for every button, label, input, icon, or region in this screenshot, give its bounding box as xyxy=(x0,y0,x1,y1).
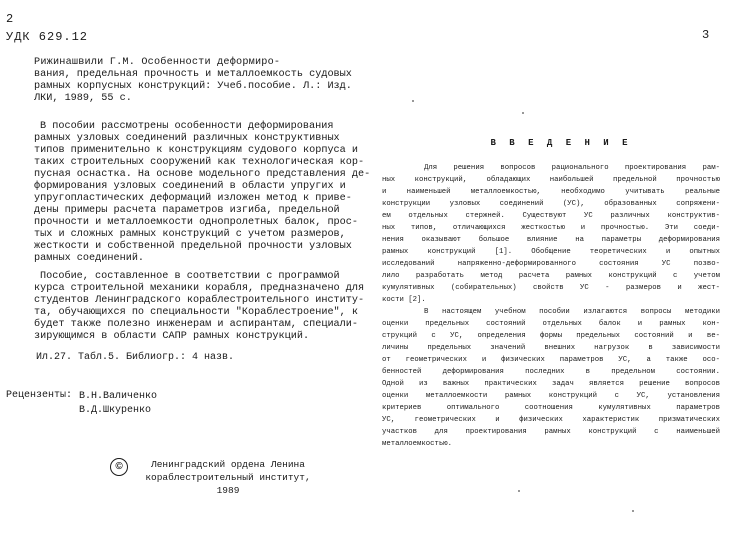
reviewers-list xyxy=(79,390,157,418)
intro-line: бенностей деформирования последних в предельном состоянии. xyxy=(382,368,720,376)
intro-line: исследований напряженно-деформированного состояния УС позво- xyxy=(382,260,720,268)
illustrations-count: Ил.27. Табл.5. Библиогр.: 4 назв. xyxy=(36,352,235,363)
reviewer-name: В.Н.Валиченко xyxy=(79,391,158,402)
scan-speck xyxy=(632,510,634,512)
intro-line: ных типов, отличающихся жесткостью и прочностью. Эти соеди- xyxy=(382,224,720,232)
annotation-paragraph-2 xyxy=(34,271,365,343)
scan-speck xyxy=(412,100,414,102)
publisher-line: Ленинградский ордена Ленина xyxy=(151,459,305,470)
intro-line: от геометрических и физических параметров УС, а также осо- xyxy=(382,356,720,364)
intro-line: кумулятивных (собирательных) свойств УС - размеров и жест- xyxy=(382,284,720,292)
intro-line: УС, геометрических и физических характеристик призматических xyxy=(382,416,720,424)
bibliographic-line: Рижинашвили Г.М. Особенности деформиро- xyxy=(34,57,281,68)
intro-line: кости [2]. xyxy=(382,296,426,304)
reviewers-label: Рецензенты: xyxy=(6,390,73,401)
scan-speck xyxy=(522,112,524,114)
annotation-line: формирования узловых соединений в области упругих и xyxy=(34,181,346,192)
intro-line: В настоящем учебном пособии излагаются вопросы методики xyxy=(424,308,720,316)
annotation-line: студентов Ленинградского кораблестроительного институ- xyxy=(34,295,365,306)
annotation-line: будет также полезно инженерам и аспирантам, специали- xyxy=(34,319,359,330)
intro-line: Одной из важных практических задач является решение вопросов xyxy=(382,380,720,388)
intro-line: конструкции узловых соединений (УС), образованных сопряжени- xyxy=(382,200,720,208)
bibliographic-line: вания, предельная прочность и металлоемкость судовых xyxy=(34,69,352,80)
bibliographic-entry xyxy=(34,57,352,105)
intro-line: и наименьшей металлоемкостью, необходимо учитывать реальные xyxy=(382,188,720,196)
intro-line: Для решения вопросов рационального проектирования рам- xyxy=(424,164,720,172)
right-page-number: 3 xyxy=(702,28,710,42)
annotation-line: курса строительной механики корабля, предназначено для xyxy=(34,283,365,294)
annotation-line: тых и сложных рамных конструкций с учетом размеров, xyxy=(34,229,346,240)
annotation-line: рамных соединений. xyxy=(34,253,145,264)
annotation-line: зирующимся в области САПР рамных конструкций. xyxy=(34,331,310,342)
intro-line: металлоемкостью. xyxy=(382,440,453,448)
publisher-line: кораблестроительный институт, xyxy=(145,472,311,483)
intro-line: участков для проектирования рамных конструкций с наименьшей xyxy=(382,428,720,436)
annotation-line: упругопластических деформаций изложен метод к приве- xyxy=(34,193,352,204)
annotation-line: прочности и металлоемкости однопролетных балок, прос- xyxy=(34,217,359,228)
introduction-heading: В В Е Д Е Н И Е xyxy=(490,138,632,148)
annotation-line: рамных узловых соединений различных конструктивных xyxy=(34,133,340,144)
intro-line: ных конструкций, обладающих наибольшей предельной прочностью xyxy=(382,176,720,184)
annotation-paragraph-1 xyxy=(34,121,371,265)
intro-line: ем отдельных стержней. Существуют УС различных конструктив- xyxy=(382,212,720,220)
annotation-line: таких строительных сооружений как технологическая кор- xyxy=(34,157,365,168)
publisher-block xyxy=(138,458,318,497)
copyright-icon: © xyxy=(110,458,128,476)
intro-line: лило разработать метод расчета рамных конструкций с учетом xyxy=(382,272,720,280)
annotation-line: пусная оснастка. На основе модельного представления де- xyxy=(34,169,371,180)
udk-code: УДК 629.12 xyxy=(6,30,89,44)
left-page xyxy=(0,0,372,548)
intro-line: рамных конструкций [1]. Обобщение теоретических и опытных xyxy=(382,248,720,256)
annotation-line: В пособии рассмотрены особенности деформирования xyxy=(40,121,334,132)
intro-line: личины предельных значений внешних нагрузок в зависимости xyxy=(382,344,720,352)
right-page xyxy=(372,0,750,548)
annotation-line: жесткости и собственной предельной прочности узловых xyxy=(34,241,352,252)
intro-line: оценки металлоемкости рамных конструкций с УС, установления xyxy=(382,392,720,400)
introduction-paragraph-1 xyxy=(382,162,720,450)
publisher-year: 1989 xyxy=(216,485,240,496)
scan-speck xyxy=(518,490,520,492)
left-page-number: 2 xyxy=(6,12,14,26)
reviewer-name: В.Д.Шкуренко xyxy=(79,405,152,416)
intro-line: струкций с УС, определения формы предельных состояний и ве- xyxy=(382,332,720,340)
intro-line: оценки предельных состояний отдельных балок и рамных кон- xyxy=(382,320,720,328)
bibliographic-line: ЛКИ, 1989, 55 с. xyxy=(34,93,132,104)
bibliographic-line: рамных корпусных конструкций: Учеб.пособие. Л.: Изд. xyxy=(34,81,352,92)
annotation-line: Пособие, составленное в соответствии с программой xyxy=(40,271,340,282)
annotation-line: дены примеры расчета параметров изгиба, предельной xyxy=(34,205,340,216)
intro-line: нения оказывают большое влияние на параметры деформирования xyxy=(382,236,720,244)
annotation-line: та, обучающихся по специальности "Кораблестроение", к xyxy=(34,307,359,318)
intro-line: критериев оптимального соотношения кумулятивных параметров xyxy=(382,404,720,412)
annotation-line: типов применительно к конструкциям судового корпуса и xyxy=(34,145,359,156)
